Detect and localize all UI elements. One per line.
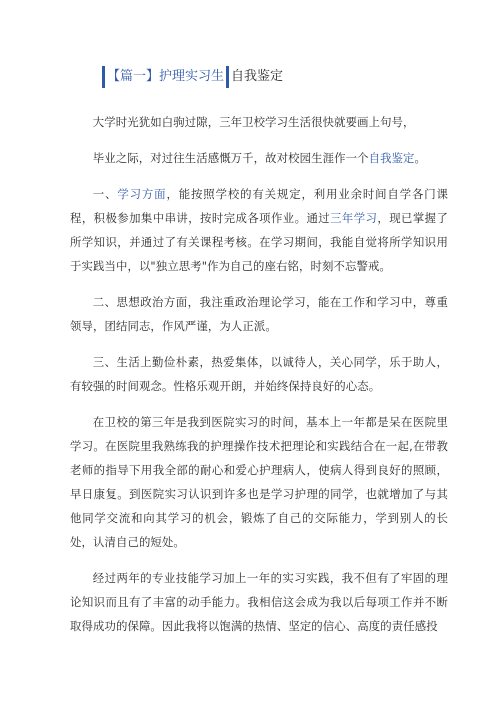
study-aspect-link[interactable]: 学习方面	[117, 187, 167, 201]
paragraph-2-text: 毕业之际，对过往生活感慨万千，故对校园生涯作一个	[92, 151, 369, 165]
document-body	[70, 110, 448, 650]
title-bar-left	[102, 66, 105, 88]
paragraph-7: 经过两年的专业技能学习加上一年的实习实践，我不但有了牢固的理论知识而且有了丰富的动手能力。我相信这会成为我以后每项工作并不断取得成功的保障。因此我将以饱满的热情、坚定的信心、高度的责任感投	[70, 571, 448, 633]
paragraph-5: 三、生活上勤俭朴素，热爱集体，以诚待人，关心同学，乐于助人，有较强的时间观念。性格乐观开朗，并始终保持良好的心态。	[70, 355, 448, 393]
paragraph-3	[70, 182, 448, 278]
paragraph-6: 在卫校的第三年是我到医院实习的时间，基本上一年都是呆在医院里学习。在医院里我熟练我的护理操作技术把理论和实践结合在一起,在带教老师的指导下用我全部的耐心和爱心护理病人，使病人得到良好的照顾，早日康复。到医院实习认识到许多也是学习护理的同学，也就增加了与其他同学交流和向其学习的机会，锻炼了自己的交际能力，学到别人的长处，认清自己的短处。	[70, 415, 448, 549]
title-part-2: 自我鉴定	[231, 69, 284, 84]
paragraph-2-end: 。	[414, 151, 427, 165]
paragraph-3-text-2: ，现已掌握了所学知识，并通过了有关课程考核。在学习期间，我能自觉将所学知识用于实践当中，以"独立思考"作为自己的座右铭，时刻不忘警戒。	[70, 211, 448, 273]
paragraph-1: 大学时光犹如白驹过隙，三年卫校学习生活很快就要画上句号，	[92, 115, 415, 129]
title-bar-right	[226, 66, 229, 88]
document-title	[100, 66, 283, 88]
title-part-1: 【篇一】护理实习生	[107, 69, 225, 84]
three-year-study-link[interactable]: 三年学习	[330, 211, 378, 225]
self-appraisal-link[interactable]: 自我鉴定	[368, 151, 415, 165]
paragraph-2	[70, 146, 448, 170]
paragraph-3-text-1: ，能按照学校的有关规定，利用业余时间自学各门课程，积极参加集中串讲，按时完成各项作业。通过	[70, 187, 449, 225]
paragraph-4: 二、思想政治方面，我注重政治理论学习，能在工作和学习中，尊重领导，团结同志，作风严谨，为人正派。	[70, 295, 448, 333]
paragraph-3-num: 一、	[92, 187, 118, 201]
